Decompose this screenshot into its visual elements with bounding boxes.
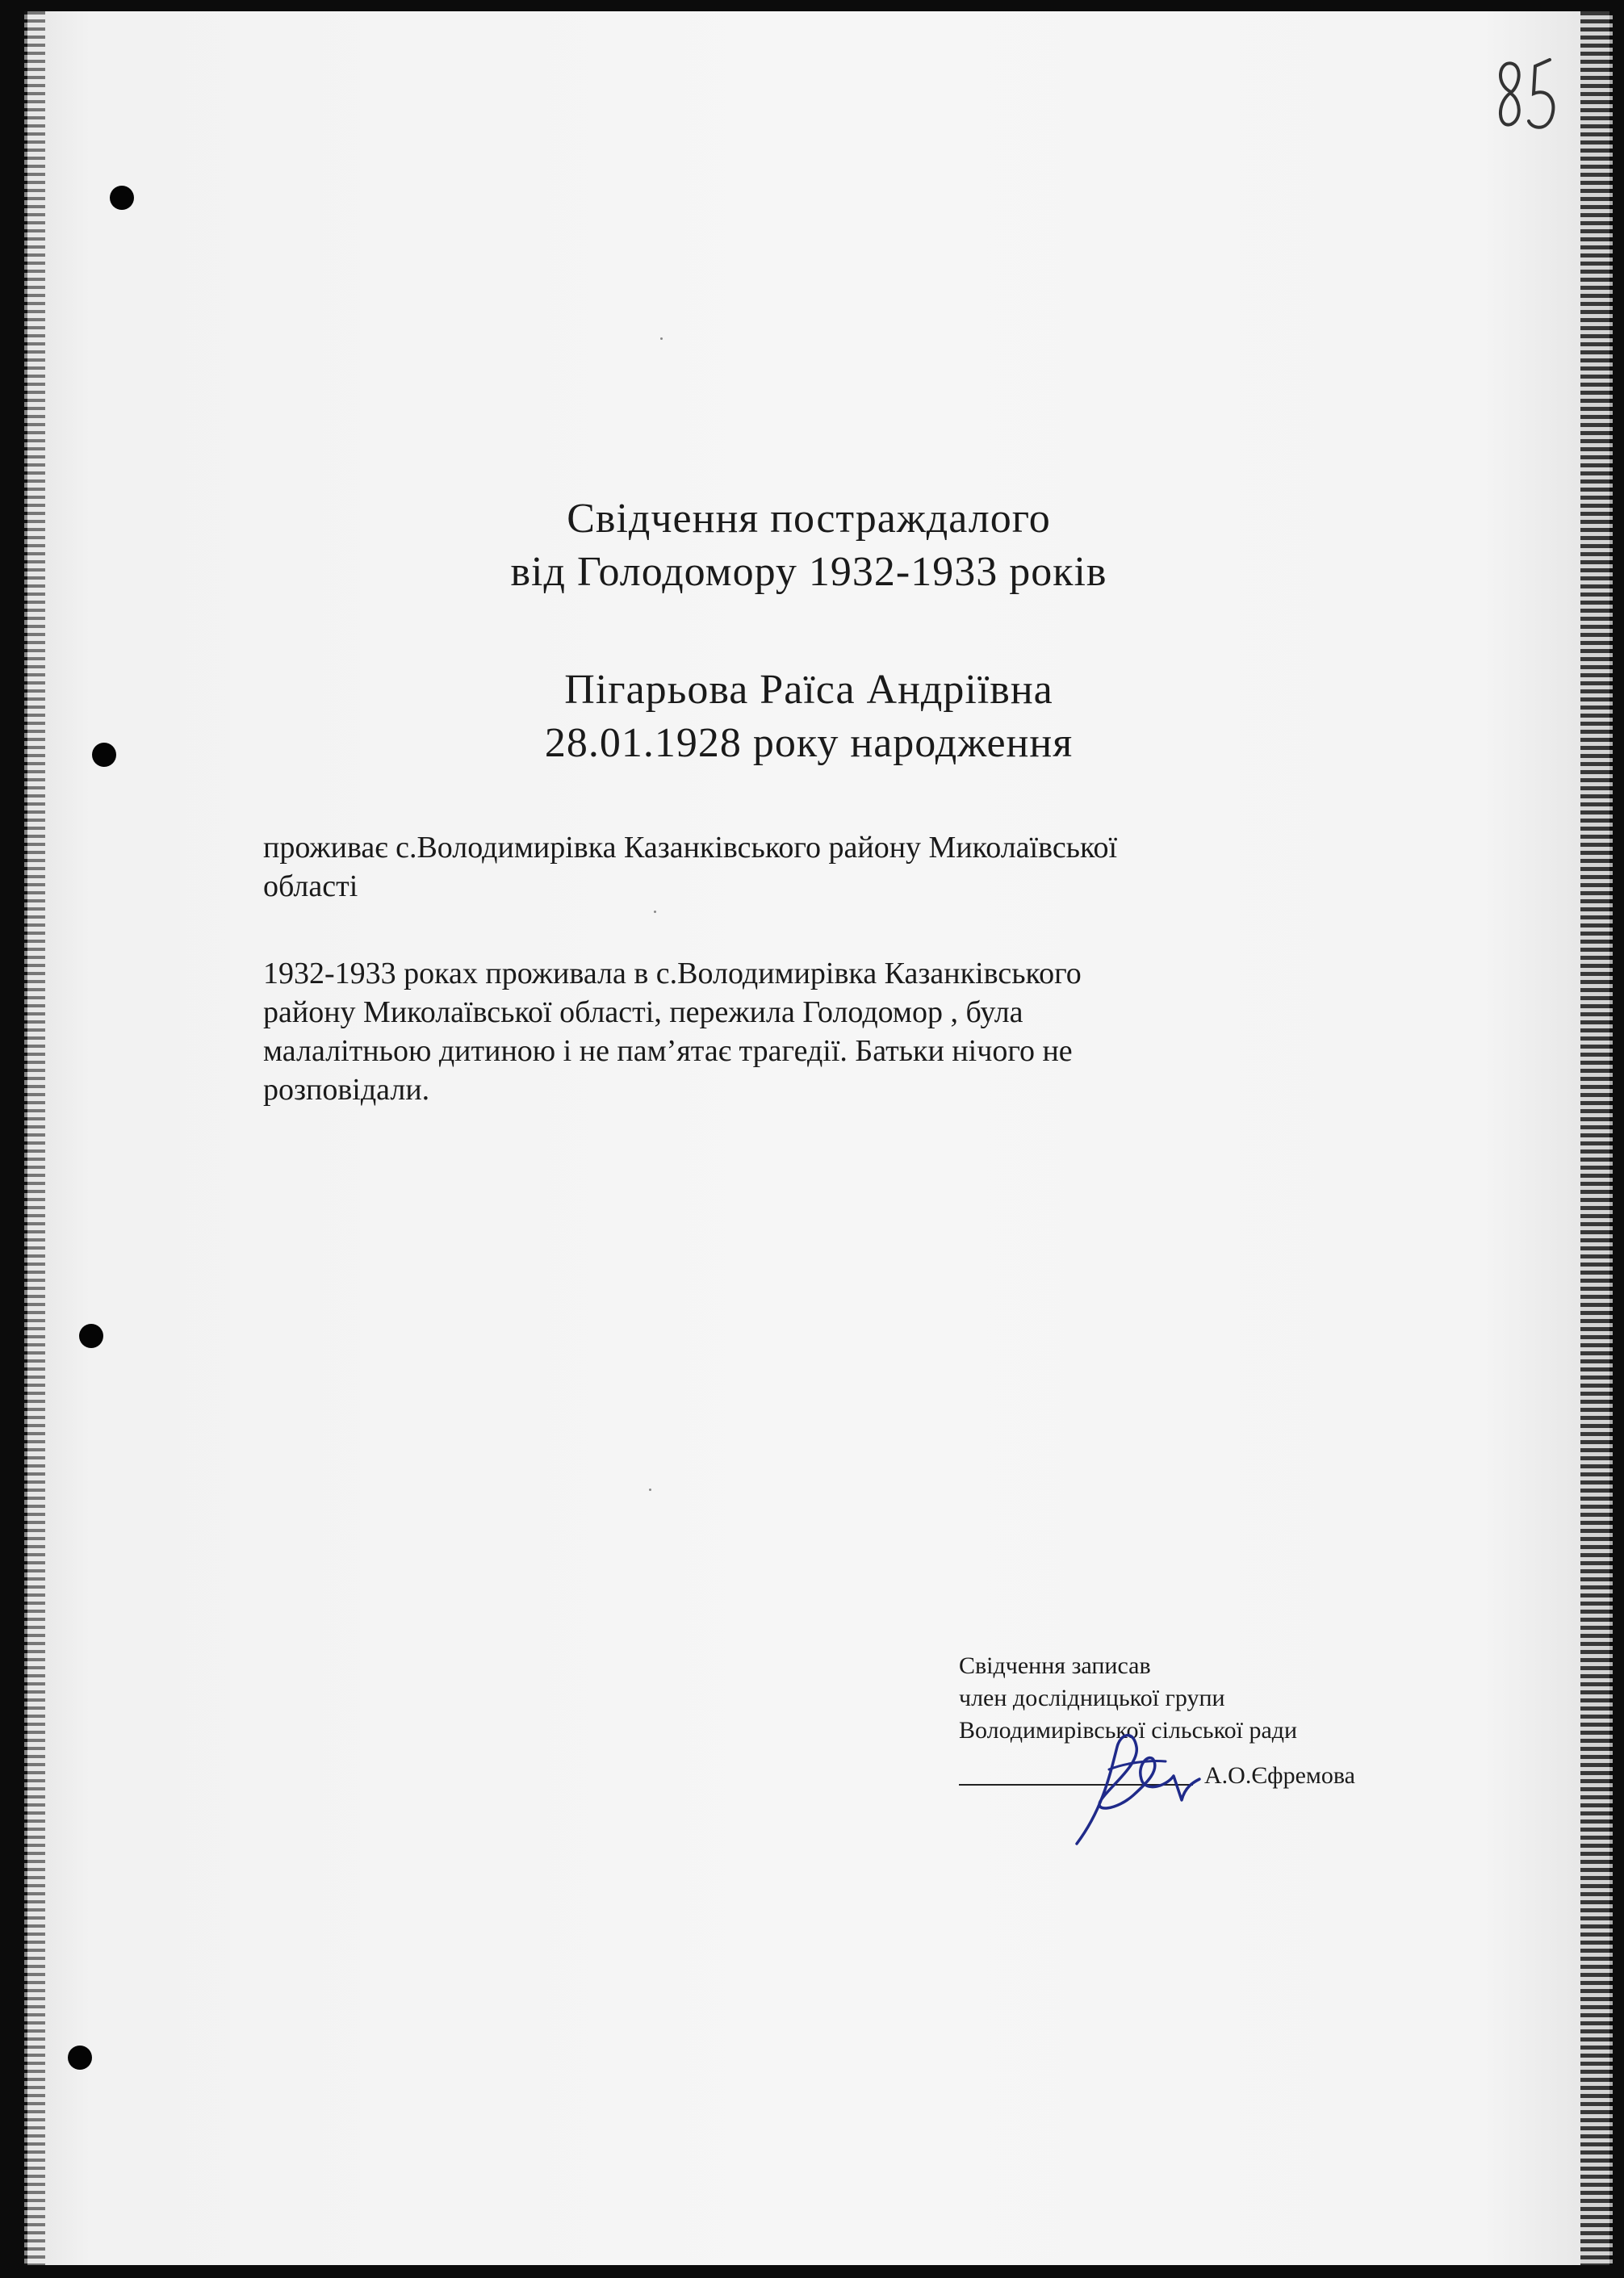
signature-line-1: Свідчення записав	[959, 1652, 1151, 1679]
address-line-1: проживає с.Володимирівка Казанківського району Миколаївської	[263, 831, 1118, 865]
person-birth-date: 28.01.1928 року народження	[544, 720, 1074, 766]
person-block	[27, 664, 1609, 770]
punch-hole-4	[68, 2046, 92, 2070]
left-scan-edge	[24, 11, 45, 2265]
dust-speck	[649, 1489, 651, 1491]
signature-line-3: Володимирівської сільської ради	[959, 1717, 1298, 1744]
dust-speck	[654, 911, 656, 913]
testimony-line-4: розповідали.	[263, 1073, 430, 1107]
testimony-line-1: 1932-1933 роках проживала в с.Володимирівка Казанківського	[263, 957, 1082, 990]
right-scan-edge	[1580, 11, 1613, 2265]
handwritten-page-number	[1487, 44, 1567, 165]
testimony-paragraph	[263, 954, 1377, 1109]
testimony-line-2: району Миколаївської області, пережила Голодомор , була	[263, 995, 1023, 1029]
signature-line-2: член дослідницької групи	[959, 1685, 1225, 1711]
title-line-1: Свідчення постраждалого	[567, 496, 1051, 542]
person-name: Пігарьова Раїса Андріївна	[564, 667, 1053, 713]
testimony-line-3: малалітньою дитиною і не пам’ятає трагедії. Батьки нічого не	[263, 1034, 1073, 1068]
signer-name: А.О.Єфремова	[1204, 1762, 1355, 1789]
punch-hole-1	[110, 186, 134, 210]
dust-speck	[660, 337, 663, 340]
handwritten-signature	[1053, 1723, 1206, 1852]
title-line-2: від Голодомору 1932-1933 років	[510, 549, 1107, 595]
document-page	[27, 11, 1609, 2265]
document-title	[27, 492, 1609, 599]
address-paragraph	[263, 828, 1377, 906]
address-line-2: області	[263, 869, 358, 903]
punch-hole-3	[79, 1324, 103, 1348]
